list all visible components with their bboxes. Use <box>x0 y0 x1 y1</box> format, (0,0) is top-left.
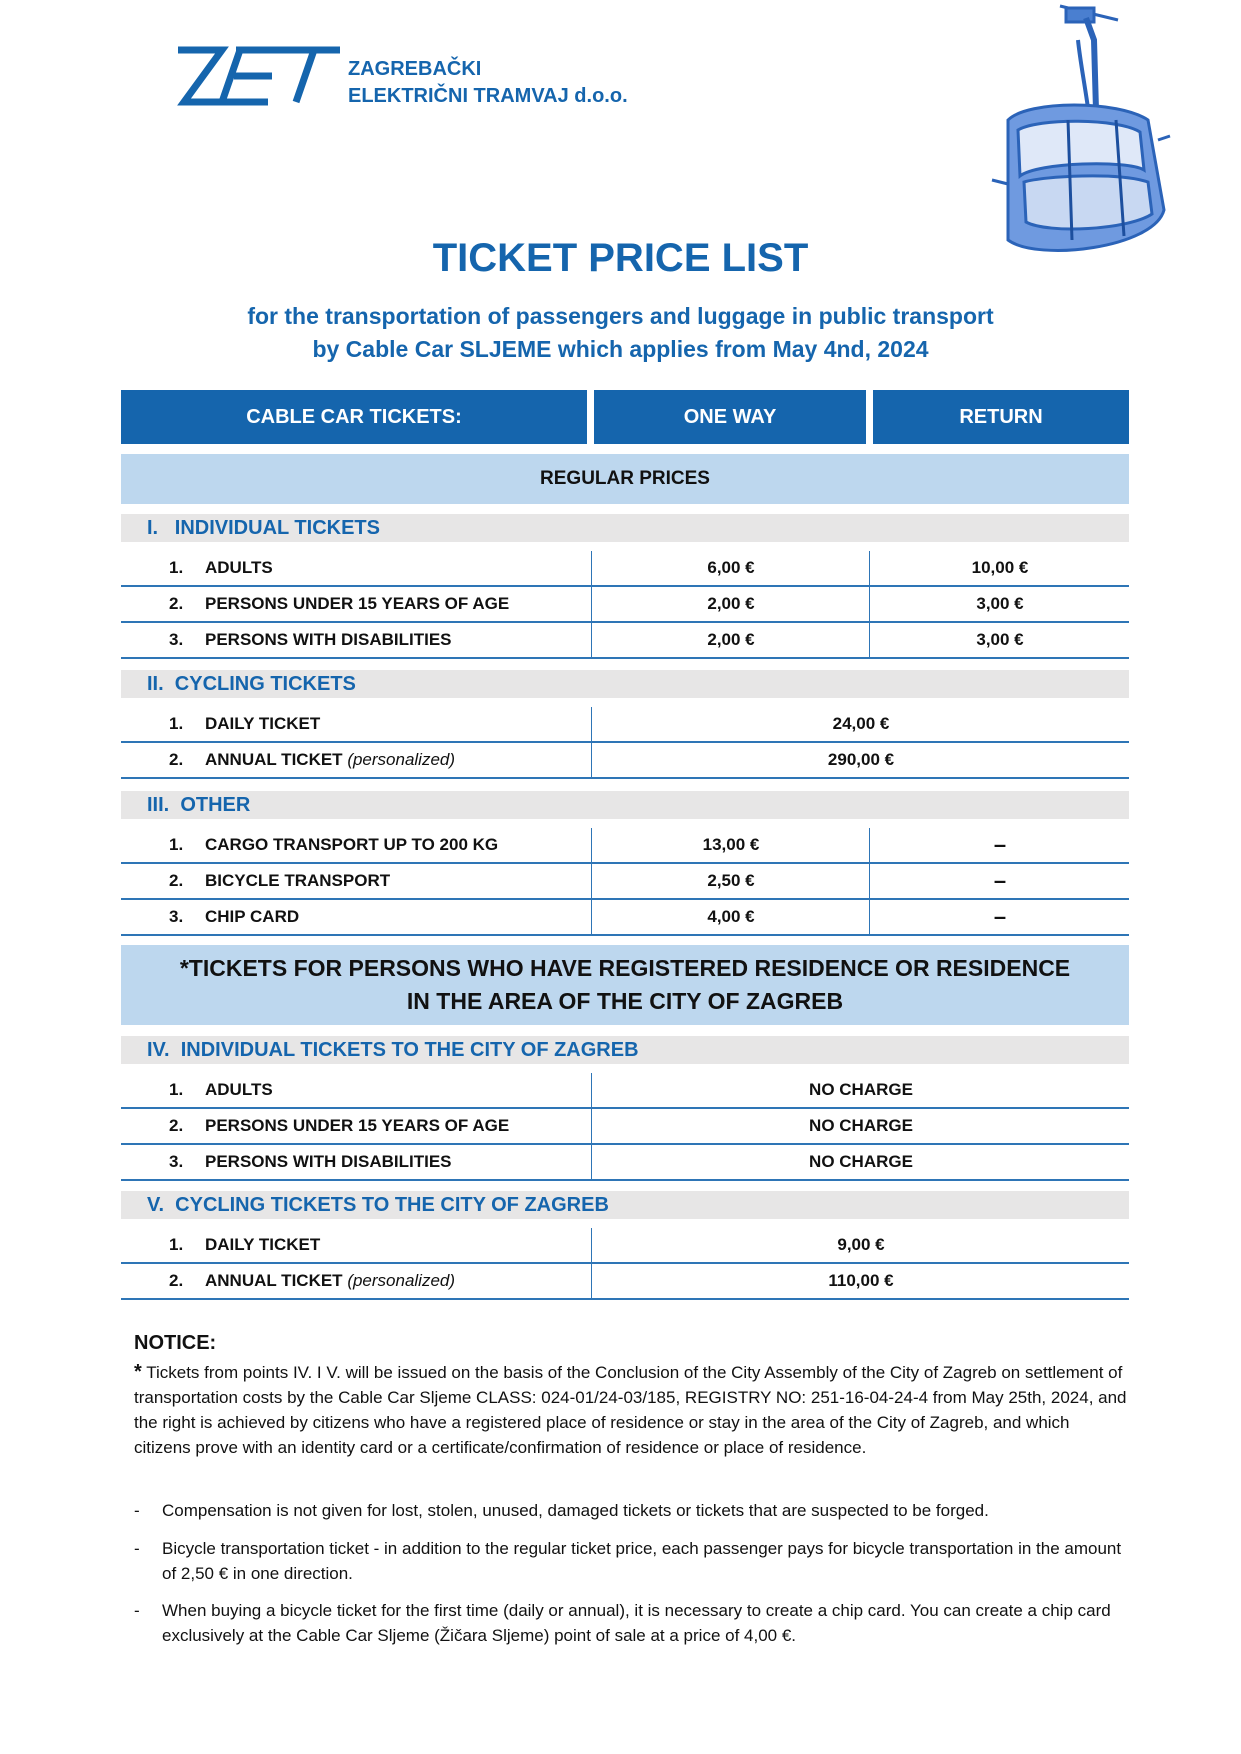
section-individual-zagreb <box>121 1036 1129 1064</box>
table-row <box>121 587 1129 623</box>
row-label: ADULTS <box>205 1080 273 1099</box>
notice-text: Tickets from points IV. I V. will be issued on the basis of the Conclusion of the City Assembly of the City of Zagreb on settlement of transportation costs by the Cable Car Sljeme CLASS: 024-01/24-03/185, REGISTRY NO: 251-16-04-24-4 from May 25th, 2024, and the right is achieved by citizens who have a registered place of residence or stay in the area of the City of Zagreb, and which citizens prove with an identity card or a certificate/confirmation of residence or place of residence. <box>134 1363 1127 1457</box>
row-number: 2. <box>169 750 184 769</box>
notice-bullet <box>134 1598 1130 1648</box>
section-cycling-zagreb <box>121 1191 1129 1219</box>
table-row <box>121 623 1129 659</box>
row-label-note: (personalized) <box>347 750 456 769</box>
bullet-marker: - <box>134 1601 140 1620</box>
row-label <box>205 1264 455 1298</box>
notice-bullet <box>134 1498 1130 1523</box>
table-row <box>121 900 1129 936</box>
row-number: 3. <box>169 1152 184 1171</box>
notice-bullet <box>134 1536 1130 1586</box>
band-line-2: IN THE AREA OF THE CITY OF ZAGREB <box>406 988 844 1014</box>
section-title: IV. INDIVIDUAL TICKETS TO THE CITY OF ZAGREB <box>147 1039 639 1061</box>
zet-logo <box>164 44 344 115</box>
table-row <box>121 1109 1129 1145</box>
price: 290,00 € <box>591 743 1130 777</box>
bullet-marker: - <box>134 1501 140 1520</box>
header-cable-car-tickets: CABLE CAR TICKETS: <box>121 390 587 444</box>
price-one-way: 2,50 € <box>591 864 870 898</box>
price-return: 3,00 € <box>869 587 1130 621</box>
notice-paragraph <box>134 1360 1130 1460</box>
section-title: I. INDIVIDUAL TICKETS <box>147 517 380 539</box>
row-label: PERSONS UNDER 15 YEARS OF AGE <box>205 1116 510 1135</box>
section-title: II. CYCLING TICKETS <box>147 673 356 695</box>
table-row <box>121 707 1129 743</box>
company-line-2: ELEKTRIČNI TRAMVAJ d.o.o. <box>348 85 628 107</box>
section-individual-tickets <box>121 514 1129 542</box>
page-subtitle <box>0 300 1241 366</box>
section-title: V. CYCLING TICKETS TO THE CITY OF ZAGREB <box>147 1194 609 1216</box>
band-line-1: *TICKETS FOR PERSONS WHO HAVE REGISTERED RESIDENCE OR RESIDENCE <box>179 955 1071 981</box>
section-title: III. OTHER <box>147 794 251 816</box>
row-label: DAILY TICKET <box>205 714 321 733</box>
row-label <box>205 743 455 777</box>
row-number: 2. <box>169 1116 184 1135</box>
price-return: – <box>869 828 1130 862</box>
bullet-text: Compensation is not given for lost, stolen, unused, damaged tickets or tickets that are suspected to be forged. <box>162 1501 989 1520</box>
row-number: 3. <box>169 907 184 926</box>
section-other <box>121 791 1129 819</box>
price: NO CHARGE <box>591 1109 1130 1143</box>
table-row <box>121 1073 1129 1109</box>
notice-star: * <box>134 1361 142 1383</box>
table-row <box>121 1228 1129 1264</box>
bullet-marker: - <box>134 1539 140 1558</box>
price-one-way: 2,00 € <box>591 623 870 657</box>
table-row <box>121 828 1129 864</box>
table-row <box>121 864 1129 900</box>
page-title: TICKET PRICE LIST <box>432 236 809 280</box>
row-number: 2. <box>169 594 184 613</box>
zagreb-residence-band <box>121 945 1129 1025</box>
section-cycling-tickets <box>121 670 1129 698</box>
row-label: CHIP CARD <box>205 907 300 926</box>
subtitle-line-2: by Cable Car SLJEME which applies from May 4nd, 2024 <box>312 336 929 362</box>
bullet-text: When buying a bicycle ticket for the first time (daily or annual), it is necessary to create a chip card. You can create a chip card exclusively at the Cable Car Sljeme (Žičara Sljeme) point of sale at a price of 4,00 €. <box>162 1601 1111 1645</box>
price-return: 10,00 € <box>869 551 1130 585</box>
header-one-way: ONE WAY <box>594 390 866 444</box>
row-number: 1. <box>169 1235 184 1254</box>
row-label: BICYCLE TRANSPORT <box>205 871 391 890</box>
row-label-text: ANNUAL TICKET <box>205 1271 343 1290</box>
price-return: – <box>869 864 1130 898</box>
row-label-text: ANNUAL TICKET <box>205 750 343 769</box>
row-number: 2. <box>169 871 184 890</box>
price-one-way: 6,00 € <box>591 551 870 585</box>
price: NO CHARGE <box>591 1073 1130 1107</box>
row-label-note: (personalized) <box>347 1271 456 1290</box>
price-return: 3,00 € <box>869 623 1130 657</box>
subtitle-line-1: for the transportation of passengers and luggage in public transport <box>247 303 994 329</box>
row-number: 3. <box>169 630 184 649</box>
table-row <box>121 1145 1129 1181</box>
price: 110,00 € <box>591 1264 1130 1298</box>
row-label: CARGO TRANSPORT UP TO 200 KG <box>205 835 499 854</box>
row-number: 1. <box>169 714 184 733</box>
row-number: 2. <box>169 1271 184 1290</box>
regular-prices-band: REGULAR PRICES <box>121 454 1129 504</box>
price: 24,00 € <box>591 707 1130 741</box>
bullet-text: Bicycle transportation ticket - in addition to the regular ticket price, each passenger pays for bicycle transportation in the amount of 2,50 € in one direction. <box>162 1539 1122 1583</box>
price-one-way: 13,00 € <box>591 828 870 862</box>
price: NO CHARGE <box>591 1145 1130 1179</box>
price-return: – <box>869 900 1130 934</box>
row-label: PERSONS WITH DISABILITIES <box>205 630 452 649</box>
header-return: RETURN <box>873 390 1129 444</box>
company-line-1: ZAGREBAČKI <box>348 58 482 80</box>
price-one-way: 4,00 € <box>591 900 870 934</box>
company-name <box>348 56 628 110</box>
price-one-way: 2,00 € <box>591 587 870 621</box>
row-label: ADULTS <box>205 558 273 577</box>
table-row <box>121 1264 1129 1300</box>
row-label: PERSONS WITH DISABILITIES <box>205 1152 452 1171</box>
row-number: 1. <box>169 835 184 854</box>
row-number: 1. <box>169 558 184 577</box>
row-label: PERSONS UNDER 15 YEARS OF AGE <box>205 594 510 613</box>
price: 9,00 € <box>591 1228 1130 1262</box>
table-row <box>121 551 1129 587</box>
notice-title: NOTICE: <box>134 1332 217 1354</box>
row-number: 1. <box>169 1080 184 1099</box>
row-label: DAILY TICKET <box>205 1235 321 1254</box>
table-row <box>121 743 1129 779</box>
